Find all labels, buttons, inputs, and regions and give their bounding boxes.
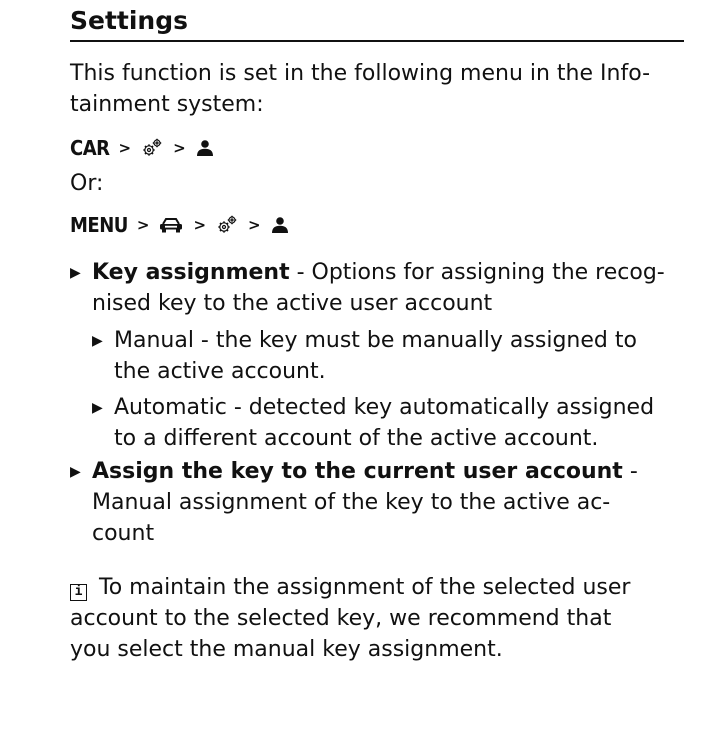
sub-list-item <box>70 392 684 454</box>
sub-item-text: Automatic - detected key automatically assigned <box>114 395 655 420</box>
path-separator: > <box>118 139 132 157</box>
intro-line: tainment system: <box>70 92 264 117</box>
car-icon <box>158 216 184 234</box>
item-text: nised key to the active user account <box>92 291 493 316</box>
path-separator: > <box>173 139 186 157</box>
bullet-triangle-icon: ▶ <box>70 265 81 281</box>
path-separator: > <box>193 216 207 234</box>
note-text: account to the selected key, we recommend that <box>70 606 612 631</box>
menu-path-menu <box>70 213 684 237</box>
menu-path-car <box>70 136 684 160</box>
info-icon: i <box>70 584 87 601</box>
item-text: count <box>92 521 155 546</box>
item-text: Manual assignment of the key to the active ac- <box>92 490 611 515</box>
path-separator: > <box>136 216 150 234</box>
info-note <box>70 572 684 665</box>
bullet-triangle-icon: ▶ <box>70 464 81 480</box>
document-page <box>70 0 684 665</box>
user-icon <box>270 216 290 234</box>
list-item <box>70 456 684 549</box>
item-text: - Options for assigning the recog- <box>289 260 665 285</box>
bullet-triangle-icon: ▶ <box>92 400 103 416</box>
intro-line: This function is set in the following menu in the Info- <box>70 61 651 86</box>
gears-icon <box>215 214 239 236</box>
sub-item-text: to a different account of the active account. <box>114 426 599 451</box>
list-item-line <box>92 257 684 288</box>
note-text: To maintain the assignment of the selected user <box>99 575 631 600</box>
user-icon <box>195 139 215 157</box>
gears-icon <box>140 137 164 159</box>
car-command: CAR <box>70 136 110 160</box>
option-list <box>70 257 684 549</box>
bullet-triangle-icon: ▶ <box>92 333 103 349</box>
sub-list-item <box>70 325 684 387</box>
item-title: Assign the key to the current user account <box>92 459 623 484</box>
list-item-line <box>92 456 684 487</box>
sub-item-text: the active account. <box>114 359 326 384</box>
item-title: Key assignment <box>92 260 290 285</box>
item-text: - <box>622 459 638 484</box>
intro-paragraph <box>70 58 684 120</box>
note-line <box>70 572 684 603</box>
menu-command: MENU <box>70 213 128 237</box>
sub-item-text: Manual - the key must be manually assigned to <box>114 328 637 353</box>
list-item <box>70 257 684 319</box>
section-heading: Settings <box>70 7 684 42</box>
or-text: Or: <box>70 171 104 196</box>
note-text: you select the manual key assignment. <box>70 637 503 662</box>
path-separator: > <box>248 216 261 234</box>
